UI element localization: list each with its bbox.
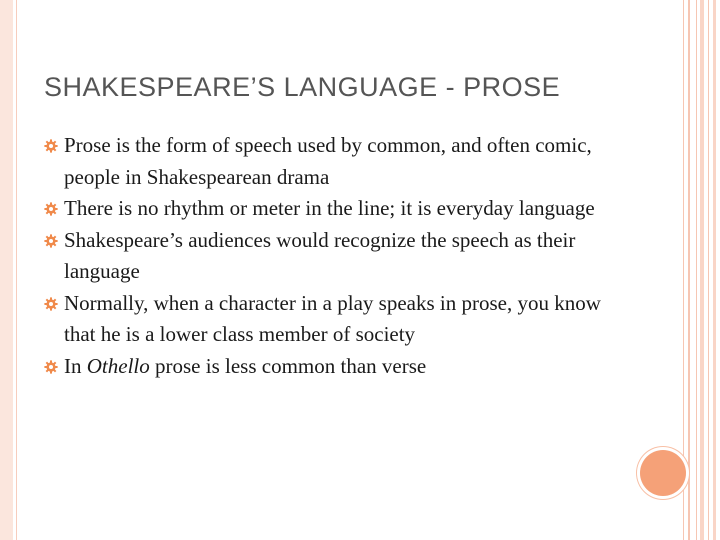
gear-icon xyxy=(44,360,58,374)
bullet-list xyxy=(44,130,624,382)
gear-icon xyxy=(44,139,58,153)
bullet-item xyxy=(44,193,624,225)
right-decor-stripe xyxy=(696,0,697,540)
bullet-text xyxy=(64,354,426,378)
bullet-text-prefix: In xyxy=(64,353,87,378)
gear-icon xyxy=(44,234,58,248)
right-decor-stripe xyxy=(688,0,690,540)
gear-icon xyxy=(44,297,58,311)
gear-icon xyxy=(44,202,58,216)
bullet-item xyxy=(44,288,624,351)
bullet-text-suffix: prose is less common than verse xyxy=(149,353,427,378)
right-decor-stripe xyxy=(700,0,704,540)
bullet-text: Shakespeare’s audiences would recognize the speech as their language xyxy=(64,227,576,283)
left-border-line xyxy=(16,0,17,540)
play-title: Othello xyxy=(86,353,150,378)
slide-title: SHAKESPEARE’S LANGUAGE - PROSE xyxy=(44,72,561,102)
left-border-frame xyxy=(0,0,13,540)
right-decor-stripe xyxy=(713,0,716,540)
bullet-item xyxy=(44,130,624,193)
right-decor-stripe xyxy=(708,0,709,540)
bullet-item xyxy=(44,351,624,383)
bullet-text: There is no rhythm or meter in the line; it is everyday language xyxy=(64,196,595,220)
bullet-item xyxy=(44,225,624,288)
bullet-text: Normally, when a character in a play speaks in prose, you know that he is a lower class member of society xyxy=(64,290,601,346)
bullet-text: Prose is the form of speech used by common, and often comic, people in Shakespearean drama xyxy=(64,133,592,189)
right-decor-stripe xyxy=(683,0,684,540)
accent-circle xyxy=(640,450,686,496)
